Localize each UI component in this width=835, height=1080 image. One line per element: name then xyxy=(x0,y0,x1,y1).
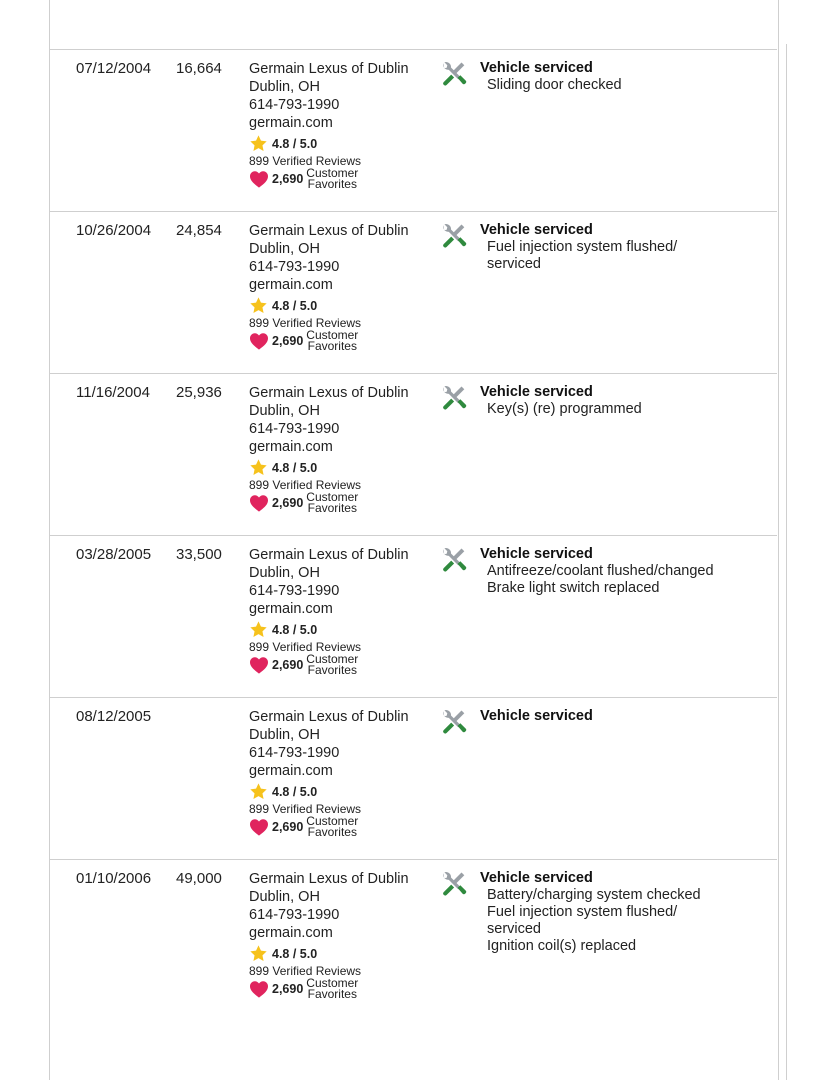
wrench-handle xyxy=(443,237,454,248)
odometer-reading: 33,500 xyxy=(176,546,222,563)
service-title: Vehicle serviced xyxy=(480,546,593,562)
favorites-count: 2,690 xyxy=(272,172,304,186)
service-items-list xyxy=(480,77,770,94)
wrench-screwdriver-icon xyxy=(439,546,467,574)
customer-favorites xyxy=(249,654,439,676)
service-details xyxy=(480,222,770,273)
rating-score: 4.8 / 5.0 xyxy=(272,136,318,151)
dealer-name[interactable]: Germain Lexus of Dublin xyxy=(249,871,409,887)
service-details xyxy=(480,546,770,597)
dealer-rating xyxy=(249,458,439,477)
customer-favorites xyxy=(249,330,439,352)
dealer-website-link[interactable]: germain.com xyxy=(249,439,333,455)
dealer-website-link[interactable]: germain.com xyxy=(249,763,333,779)
dealer-phone[interactable]: 614-793-1990 xyxy=(249,583,340,599)
service-date: 01/10/2006 xyxy=(76,870,152,887)
dealer-info xyxy=(249,708,439,838)
service-record-row xyxy=(50,860,777,1022)
dealer-name[interactable]: Germain Lexus of Dublin xyxy=(249,385,409,401)
favorites-count: 2,690 xyxy=(272,982,304,996)
dealer-info xyxy=(249,60,439,190)
verified-reviews-link[interactable]: 899 Verified Reviews xyxy=(249,154,362,168)
service-item: Ignition coil(s) replaced xyxy=(487,938,637,954)
service-item: Fuel injection system flushed/ xyxy=(487,239,678,255)
dealer-rating xyxy=(249,944,439,963)
service-item: Key(s) (re) programmed xyxy=(487,401,642,417)
dealer-phone[interactable]: 614-793-1990 xyxy=(249,97,340,113)
service-title: Vehicle serviced xyxy=(480,708,593,724)
favorites-label-line2: Favorites xyxy=(307,501,357,515)
favorites-label-line1: Customer xyxy=(306,976,359,990)
dealer-website-link[interactable]: germain.com xyxy=(249,277,333,293)
heart-icon xyxy=(249,170,269,188)
rating-score: 4.8 / 5.0 xyxy=(272,298,318,313)
service-items-list xyxy=(480,887,770,955)
service-item: Battery/charging system checked xyxy=(487,887,701,903)
service-details xyxy=(480,870,770,955)
favorites-label xyxy=(306,168,358,190)
odometer-reading: 25,936 xyxy=(176,384,222,401)
screwdriver-shaft xyxy=(452,63,464,75)
dealer-website-link[interactable]: germain.com xyxy=(249,115,333,131)
service-item: Brake light switch replaced xyxy=(487,580,660,596)
service-history-panel xyxy=(49,0,779,1080)
dealer-name[interactable]: Germain Lexus of Dublin xyxy=(249,61,409,77)
star-shape xyxy=(250,135,266,151)
favorites-count: 2,690 xyxy=(272,820,304,834)
star-shape xyxy=(250,945,266,961)
favorites-label xyxy=(306,330,358,352)
heart-shape xyxy=(250,171,268,187)
star-icon xyxy=(249,458,268,477)
favorites-label-line2: Favorites xyxy=(307,987,357,1001)
favorites-count: 2,690 xyxy=(272,658,304,672)
favorites-label-line1: Customer xyxy=(306,328,359,342)
favorites-label xyxy=(306,978,358,1000)
service-items-list xyxy=(480,563,770,597)
star-shape xyxy=(250,459,266,475)
odometer-reading: 24,854 xyxy=(176,222,222,239)
dealer-rating xyxy=(249,134,439,153)
dealer-website-link[interactable]: germain.com xyxy=(249,925,333,941)
dealer-website-link[interactable]: germain.com xyxy=(249,601,333,617)
wrench-screwdriver-icon xyxy=(439,60,467,88)
service-records-table xyxy=(50,49,777,1022)
rating-score: 4.8 / 5.0 xyxy=(272,622,318,637)
service-details xyxy=(480,708,770,725)
service-record-row xyxy=(50,536,777,698)
star-shape xyxy=(250,783,266,799)
verified-reviews-link[interactable]: 899 Verified Reviews xyxy=(249,640,362,654)
star-icon xyxy=(249,296,268,315)
service-items-list xyxy=(480,401,770,418)
heart-shape xyxy=(250,819,268,835)
odometer-reading: 16,664 xyxy=(176,60,222,77)
customer-favorites xyxy=(249,816,439,838)
service-date: 11/16/2004 xyxy=(76,384,150,401)
service-date: 10/26/2004 xyxy=(76,222,152,239)
heart-shape xyxy=(250,495,268,511)
favorites-label-line1: Customer xyxy=(306,490,359,504)
service-record-row xyxy=(50,212,777,374)
favorites-label-line2: Favorites xyxy=(307,339,357,353)
verified-reviews-link[interactable]: 899 Verified Reviews xyxy=(249,964,362,978)
customer-favorites xyxy=(249,168,439,190)
dealer-rating xyxy=(249,296,439,315)
dealer-phone[interactable]: 614-793-1990 xyxy=(249,745,340,761)
favorites-label-line1: Customer xyxy=(306,166,359,180)
dealer-location: Dublin, OH xyxy=(249,79,320,95)
star-icon xyxy=(249,620,268,639)
screwdriver-shaft xyxy=(452,225,464,237)
heart-icon xyxy=(249,656,269,674)
service-details xyxy=(480,384,770,418)
dealer-info xyxy=(249,870,439,1000)
verified-reviews-link[interactable]: 899 Verified Reviews xyxy=(249,802,362,816)
service-item: serviced xyxy=(487,256,541,272)
wrench-handle xyxy=(443,75,454,86)
odometer-reading: 49,000 xyxy=(176,870,222,887)
service-date: 03/28/2005 xyxy=(76,546,152,563)
service-item: Antifreeze/coolant flushed/changed xyxy=(487,563,714,579)
star-shape xyxy=(250,297,266,313)
star-icon xyxy=(249,134,268,153)
dealer-location: Dublin, OH xyxy=(249,889,320,905)
screwdriver-shaft xyxy=(452,387,464,399)
wrench-screwdriver-icon xyxy=(439,222,467,250)
dealer-info xyxy=(249,384,439,514)
service-date: 08/12/2005 xyxy=(76,708,152,725)
dealer-info xyxy=(249,546,439,676)
service-title: Vehicle serviced xyxy=(480,384,593,400)
heart-shape xyxy=(250,657,268,673)
heart-icon xyxy=(249,980,269,998)
service-title: Vehicle serviced xyxy=(480,60,593,76)
wrench-screwdriver-icon xyxy=(439,384,467,412)
favorites-label-line2: Favorites xyxy=(307,177,357,191)
service-items-list xyxy=(480,239,770,273)
wrench-handle xyxy=(443,561,454,572)
star-shape xyxy=(250,621,266,637)
wrench-screwdriver-icon xyxy=(439,708,467,736)
dealer-name[interactable]: Germain Lexus of Dublin xyxy=(249,223,409,239)
service-date: 07/12/2004 xyxy=(76,60,152,77)
dealer-phone[interactable]: 614-793-1990 xyxy=(249,907,340,923)
verified-reviews-link[interactable]: 899 Verified Reviews xyxy=(249,316,362,330)
dealer-rating xyxy=(249,782,439,801)
favorites-label-line2: Favorites xyxy=(307,825,357,839)
service-title: Vehicle serviced xyxy=(480,870,593,886)
wrench-handle xyxy=(443,399,454,410)
favorites-label-line1: Customer xyxy=(306,652,359,666)
service-item: serviced xyxy=(487,921,541,937)
service-record-row xyxy=(50,374,777,536)
service-record-row xyxy=(50,698,777,860)
star-icon xyxy=(249,944,268,963)
heart-shape xyxy=(250,981,268,997)
service-record-row xyxy=(50,50,777,212)
heart-icon xyxy=(249,332,269,350)
heart-icon xyxy=(249,494,269,512)
heart-shape xyxy=(250,333,268,349)
screwdriver-shaft xyxy=(452,549,464,561)
wrench-screwdriver-icon xyxy=(439,870,467,898)
screwdriver-shaft xyxy=(452,711,464,723)
dealer-name[interactable]: Germain Lexus of Dublin xyxy=(249,547,409,563)
favorites-label xyxy=(306,492,358,514)
verified-reviews-link[interactable]: 899 Verified Reviews xyxy=(249,478,362,492)
favorites-label xyxy=(306,654,358,676)
wrench-handle xyxy=(443,723,454,734)
star-icon xyxy=(249,782,268,801)
dealer-rating xyxy=(249,620,439,639)
scroll-gutter-divider xyxy=(786,44,787,1080)
dealer-phone[interactable]: 614-793-1990 xyxy=(249,421,340,437)
dealer-location: Dublin, OH xyxy=(249,241,320,257)
favorites-count: 2,690 xyxy=(272,334,304,348)
heart-icon xyxy=(249,818,269,836)
rating-score: 4.8 / 5.0 xyxy=(272,946,318,961)
service-title: Vehicle serviced xyxy=(480,222,593,238)
favorites-label-line1: Customer xyxy=(306,814,359,828)
wrench-handle xyxy=(443,885,454,896)
rating-score: 4.8 / 5.0 xyxy=(272,460,318,475)
dealer-location: Dublin, OH xyxy=(249,727,320,743)
dealer-location: Dublin, OH xyxy=(249,565,320,581)
dealer-info xyxy=(249,222,439,352)
service-details xyxy=(480,60,770,94)
dealer-phone[interactable]: 614-793-1990 xyxy=(249,259,340,275)
service-item: Sliding door checked xyxy=(487,77,622,93)
favorites-label xyxy=(306,816,358,838)
screwdriver-shaft xyxy=(452,873,464,885)
customer-favorites xyxy=(249,492,439,514)
rating-score: 4.8 / 5.0 xyxy=(272,784,318,799)
dealer-name[interactable]: Germain Lexus of Dublin xyxy=(249,709,409,725)
service-item: Fuel injection system flushed/ xyxy=(487,904,678,920)
customer-favorites xyxy=(249,978,439,1000)
dealer-location: Dublin, OH xyxy=(249,403,320,419)
favorites-count: 2,690 xyxy=(272,496,304,510)
favorites-label-line2: Favorites xyxy=(307,663,357,677)
